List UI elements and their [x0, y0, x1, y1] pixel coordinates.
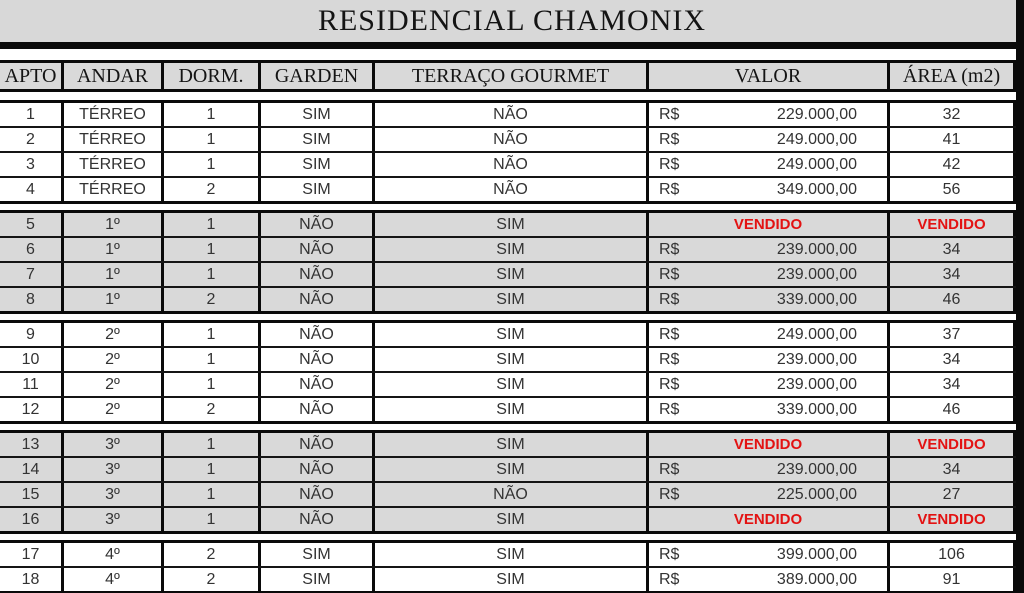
area-cell: 34 — [890, 238, 1016, 261]
price-value: 349.000,00 — [776, 180, 857, 198]
dorm-cell: 1 — [164, 458, 261, 481]
andar-cell: TÉRREO — [64, 103, 164, 126]
valor-cell — [649, 373, 890, 396]
currency-symbol: R$ — [659, 325, 680, 343]
valor-cell — [649, 288, 890, 311]
currency-symbol: R$ — [659, 240, 680, 258]
dorm-cell: 1 — [164, 373, 261, 396]
floor-group-2 — [0, 320, 1024, 424]
andar-cell: 3º — [64, 433, 164, 456]
area-cell: 34 — [890, 458, 1016, 481]
price-value: 249.000,00 — [776, 130, 857, 148]
area-cell — [890, 213, 1016, 236]
apto-cell: 18 — [0, 568, 64, 591]
price-value: 239.000,00 — [776, 265, 857, 283]
garden-cell: NÃO — [261, 398, 375, 421]
floor-group-1 — [0, 210, 1024, 314]
price-value: 399.000,00 — [776, 545, 857, 563]
apto-cell: 14 — [0, 458, 64, 481]
column-header-garden: GARDEN — [261, 63, 375, 89]
currency-symbol: R$ — [659, 265, 680, 283]
table-row-apto-18 — [0, 568, 1024, 591]
apto-cell: 4 — [0, 178, 64, 201]
currency-symbol: R$ — [659, 180, 680, 198]
price-value: 339.000,00 — [776, 400, 857, 418]
valor-cell — [649, 153, 890, 176]
title-band — [0, 0, 1024, 42]
table-row-apto-9 — [0, 323, 1024, 348]
valor-cell — [649, 323, 890, 346]
andar-cell: 1º — [64, 213, 164, 236]
apto-cell: 7 — [0, 263, 64, 286]
garden-cell: SIM — [261, 128, 375, 151]
column-header-andar: ANDAR — [64, 63, 164, 89]
currency-symbol: R$ — [659, 485, 680, 503]
currency-symbol: R$ — [659, 545, 680, 563]
price-value: 225.000,00 — [776, 485, 857, 503]
table-row-apto-3 — [0, 153, 1024, 178]
currency-symbol: R$ — [659, 105, 680, 123]
dorm-cell: 1 — [164, 128, 261, 151]
area-cell: 46 — [890, 398, 1016, 421]
sold-badge: VENDIDO — [917, 436, 986, 453]
garden-cell: SIM — [261, 153, 375, 176]
column-header-dorm: DORM. — [164, 63, 261, 89]
dorm-cell: 2 — [164, 288, 261, 311]
garden-cell: NÃO — [261, 323, 375, 346]
dorm-cell: 1 — [164, 483, 261, 506]
valor-cell — [649, 238, 890, 261]
valor-cell — [649, 483, 890, 506]
terraco-gourmet-cell: SIM — [375, 238, 649, 261]
garden-cell: SIM — [261, 543, 375, 566]
valor-cell — [649, 348, 890, 371]
garden-cell: SIM — [261, 568, 375, 591]
table-row-apto-17 — [0, 543, 1024, 568]
price-value: 339.000,00 — [776, 290, 857, 308]
andar-cell: TÉRREO — [64, 153, 164, 176]
table-row-apto-5 — [0, 213, 1024, 238]
table-row-apto-14 — [0, 458, 1024, 483]
currency-symbol: R$ — [659, 290, 680, 308]
garden-cell: SIM — [261, 178, 375, 201]
area-cell: 34 — [890, 263, 1016, 286]
price-value: 249.000,00 — [776, 325, 857, 343]
andar-cell: TÉRREO — [64, 128, 164, 151]
terraco-gourmet-cell: SIM — [375, 323, 649, 346]
price-value: 239.000,00 — [776, 240, 857, 258]
price-value: 239.000,00 — [776, 460, 857, 478]
area-cell: 46 — [890, 288, 1016, 311]
garden-cell: NÃO — [261, 238, 375, 261]
table-row-apto-12 — [0, 398, 1024, 421]
andar-cell: 2º — [64, 348, 164, 371]
area-cell: 41 — [890, 128, 1016, 151]
valor-cell — [649, 263, 890, 286]
spacer — [0, 92, 1024, 100]
area-cell: 91 — [890, 568, 1016, 591]
currency-symbol: R$ — [659, 130, 680, 148]
valor-cell — [649, 213, 890, 236]
area-cell: 42 — [890, 153, 1016, 176]
terraco-gourmet-cell: SIM — [375, 213, 649, 236]
floor-group-0 — [0, 100, 1024, 204]
andar-cell: 1º — [64, 238, 164, 261]
terraco-gourmet-cell: SIM — [375, 348, 649, 371]
apto-cell: 1 — [0, 103, 64, 126]
valor-cell — [649, 103, 890, 126]
garden-cell: NÃO — [261, 348, 375, 371]
page-title: RESIDENCIAL CHAMONIX — [317, 4, 707, 37]
table-row-apto-10 — [0, 348, 1024, 373]
terraco-gourmet-cell: SIM — [375, 508, 649, 531]
table-row-apto-2 — [0, 128, 1024, 153]
garden-cell: NÃO — [261, 373, 375, 396]
area-cell: 34 — [890, 348, 1016, 371]
garden-cell: NÃO — [261, 288, 375, 311]
table-row-apto-13 — [0, 433, 1024, 458]
table-row-apto-1 — [0, 103, 1024, 128]
andar-cell: 2º — [64, 398, 164, 421]
valor-cell — [649, 178, 890, 201]
price-value: 249.000,00 — [776, 155, 857, 173]
table-row-apto-15 — [0, 483, 1024, 508]
column-header-terraco-gourmet: TERRAÇO GOURMET — [375, 63, 649, 89]
area-cell: 37 — [890, 323, 1016, 346]
apto-cell: 11 — [0, 373, 64, 396]
garden-cell: NÃO — [261, 483, 375, 506]
area-cell: 34 — [890, 373, 1016, 396]
garden-cell: NÃO — [261, 433, 375, 456]
valor-cell — [649, 543, 890, 566]
price-value: 389.000,00 — [776, 570, 857, 588]
dorm-cell: 1 — [164, 348, 261, 371]
apto-cell: 3 — [0, 153, 64, 176]
terraco-gourmet-cell: SIM — [375, 568, 649, 591]
dorm-cell: 1 — [164, 213, 261, 236]
sold-badge: VENDIDO — [917, 511, 986, 528]
apto-cell: 17 — [0, 543, 64, 566]
table-row-apto-11 — [0, 373, 1024, 398]
terraco-gourmet-cell: SIM — [375, 433, 649, 456]
price-value: 239.000,00 — [776, 350, 857, 368]
terraco-gourmet-cell: SIM — [375, 398, 649, 421]
table-row-apto-4 — [0, 178, 1024, 201]
valor-cell — [649, 433, 890, 456]
currency-symbol: R$ — [659, 460, 680, 478]
dorm-cell: 1 — [164, 508, 261, 531]
area-cell: 56 — [890, 178, 1016, 201]
dorm-cell: 2 — [164, 543, 261, 566]
area-cell — [890, 508, 1016, 531]
andar-cell: 2º — [64, 373, 164, 396]
terraco-gourmet-cell: NÃO — [375, 483, 649, 506]
floor-group-3 — [0, 430, 1024, 534]
currency-symbol: R$ — [659, 400, 680, 418]
dorm-cell: 1 — [164, 433, 261, 456]
terraco-gourmet-cell: NÃO — [375, 153, 649, 176]
area-cell: 27 — [890, 483, 1016, 506]
valor-cell — [649, 568, 890, 591]
currency-symbol: R$ — [659, 350, 680, 368]
apto-cell: 16 — [0, 508, 64, 531]
apto-cell: 9 — [0, 323, 64, 346]
garden-cell: SIM — [261, 103, 375, 126]
dorm-cell: 1 — [164, 103, 261, 126]
sold-badge: VENDIDO — [917, 216, 986, 233]
currency-symbol: R$ — [659, 570, 680, 588]
andar-cell: 3º — [64, 483, 164, 506]
table-header-row — [0, 60, 1024, 92]
sold-badge: VENDIDO — [733, 511, 803, 528]
valor-cell — [649, 128, 890, 151]
spacer — [0, 49, 1024, 60]
table-row-apto-6 — [0, 238, 1024, 263]
divider-bar — [0, 42, 1024, 49]
apto-cell: 13 — [0, 433, 64, 456]
andar-cell: 4º — [64, 568, 164, 591]
area-cell — [890, 433, 1016, 456]
floor-group-4 — [0, 540, 1024, 593]
price-value: 229.000,00 — [776, 105, 857, 123]
area-cell: 106 — [890, 543, 1016, 566]
andar-cell: 2º — [64, 323, 164, 346]
valor-cell — [649, 458, 890, 481]
terraco-gourmet-cell: SIM — [375, 373, 649, 396]
apto-cell: 12 — [0, 398, 64, 421]
price-value: 239.000,00 — [776, 375, 857, 393]
sold-badge: VENDIDO — [733, 436, 803, 453]
terraco-gourmet-cell: NÃO — [375, 178, 649, 201]
terraco-gourmet-cell: SIM — [375, 288, 649, 311]
apto-cell: 8 — [0, 288, 64, 311]
dorm-cell: 1 — [164, 238, 261, 261]
terraco-gourmet-cell: SIM — [375, 543, 649, 566]
terraco-gourmet-cell: NÃO — [375, 128, 649, 151]
dorm-cell: 2 — [164, 568, 261, 591]
dorm-cell: 2 — [164, 178, 261, 201]
garden-cell: NÃO — [261, 508, 375, 531]
currency-symbol: R$ — [659, 155, 680, 173]
apto-cell: 2 — [0, 128, 64, 151]
andar-cell: 1º — [64, 263, 164, 286]
sold-badge: VENDIDO — [733, 216, 803, 233]
apto-cell: 6 — [0, 238, 64, 261]
terraco-gourmet-cell: NÃO — [375, 103, 649, 126]
apto-cell: 15 — [0, 483, 64, 506]
andar-cell: 3º — [64, 508, 164, 531]
garden-cell: NÃO — [261, 458, 375, 481]
column-header-area: ÁREA (m2) — [890, 63, 1016, 89]
area-cell: 32 — [890, 103, 1016, 126]
column-header-apto: APTO — [0, 63, 64, 89]
table-row-apto-7 — [0, 263, 1024, 288]
table-row-apto-8 — [0, 288, 1024, 311]
garden-cell: NÃO — [261, 263, 375, 286]
table-body — [0, 100, 1024, 593]
garden-cell: NÃO — [261, 213, 375, 236]
apto-cell: 10 — [0, 348, 64, 371]
dorm-cell: 2 — [164, 398, 261, 421]
andar-cell: 1º — [64, 288, 164, 311]
andar-cell: TÉRREO — [64, 178, 164, 201]
terraco-gourmet-cell: SIM — [375, 263, 649, 286]
table-row-apto-16 — [0, 508, 1024, 531]
dorm-cell: 1 — [164, 263, 261, 286]
valor-cell — [649, 508, 890, 531]
valor-cell — [649, 398, 890, 421]
right-edge-bar — [1016, 0, 1024, 593]
andar-cell: 4º — [64, 543, 164, 566]
dorm-cell: 1 — [164, 153, 261, 176]
currency-symbol: R$ — [659, 375, 680, 393]
terraco-gourmet-cell: SIM — [375, 458, 649, 481]
andar-cell: 3º — [64, 458, 164, 481]
apto-cell: 5 — [0, 213, 64, 236]
dorm-cell: 1 — [164, 323, 261, 346]
column-header-valor: VALOR — [649, 63, 890, 89]
